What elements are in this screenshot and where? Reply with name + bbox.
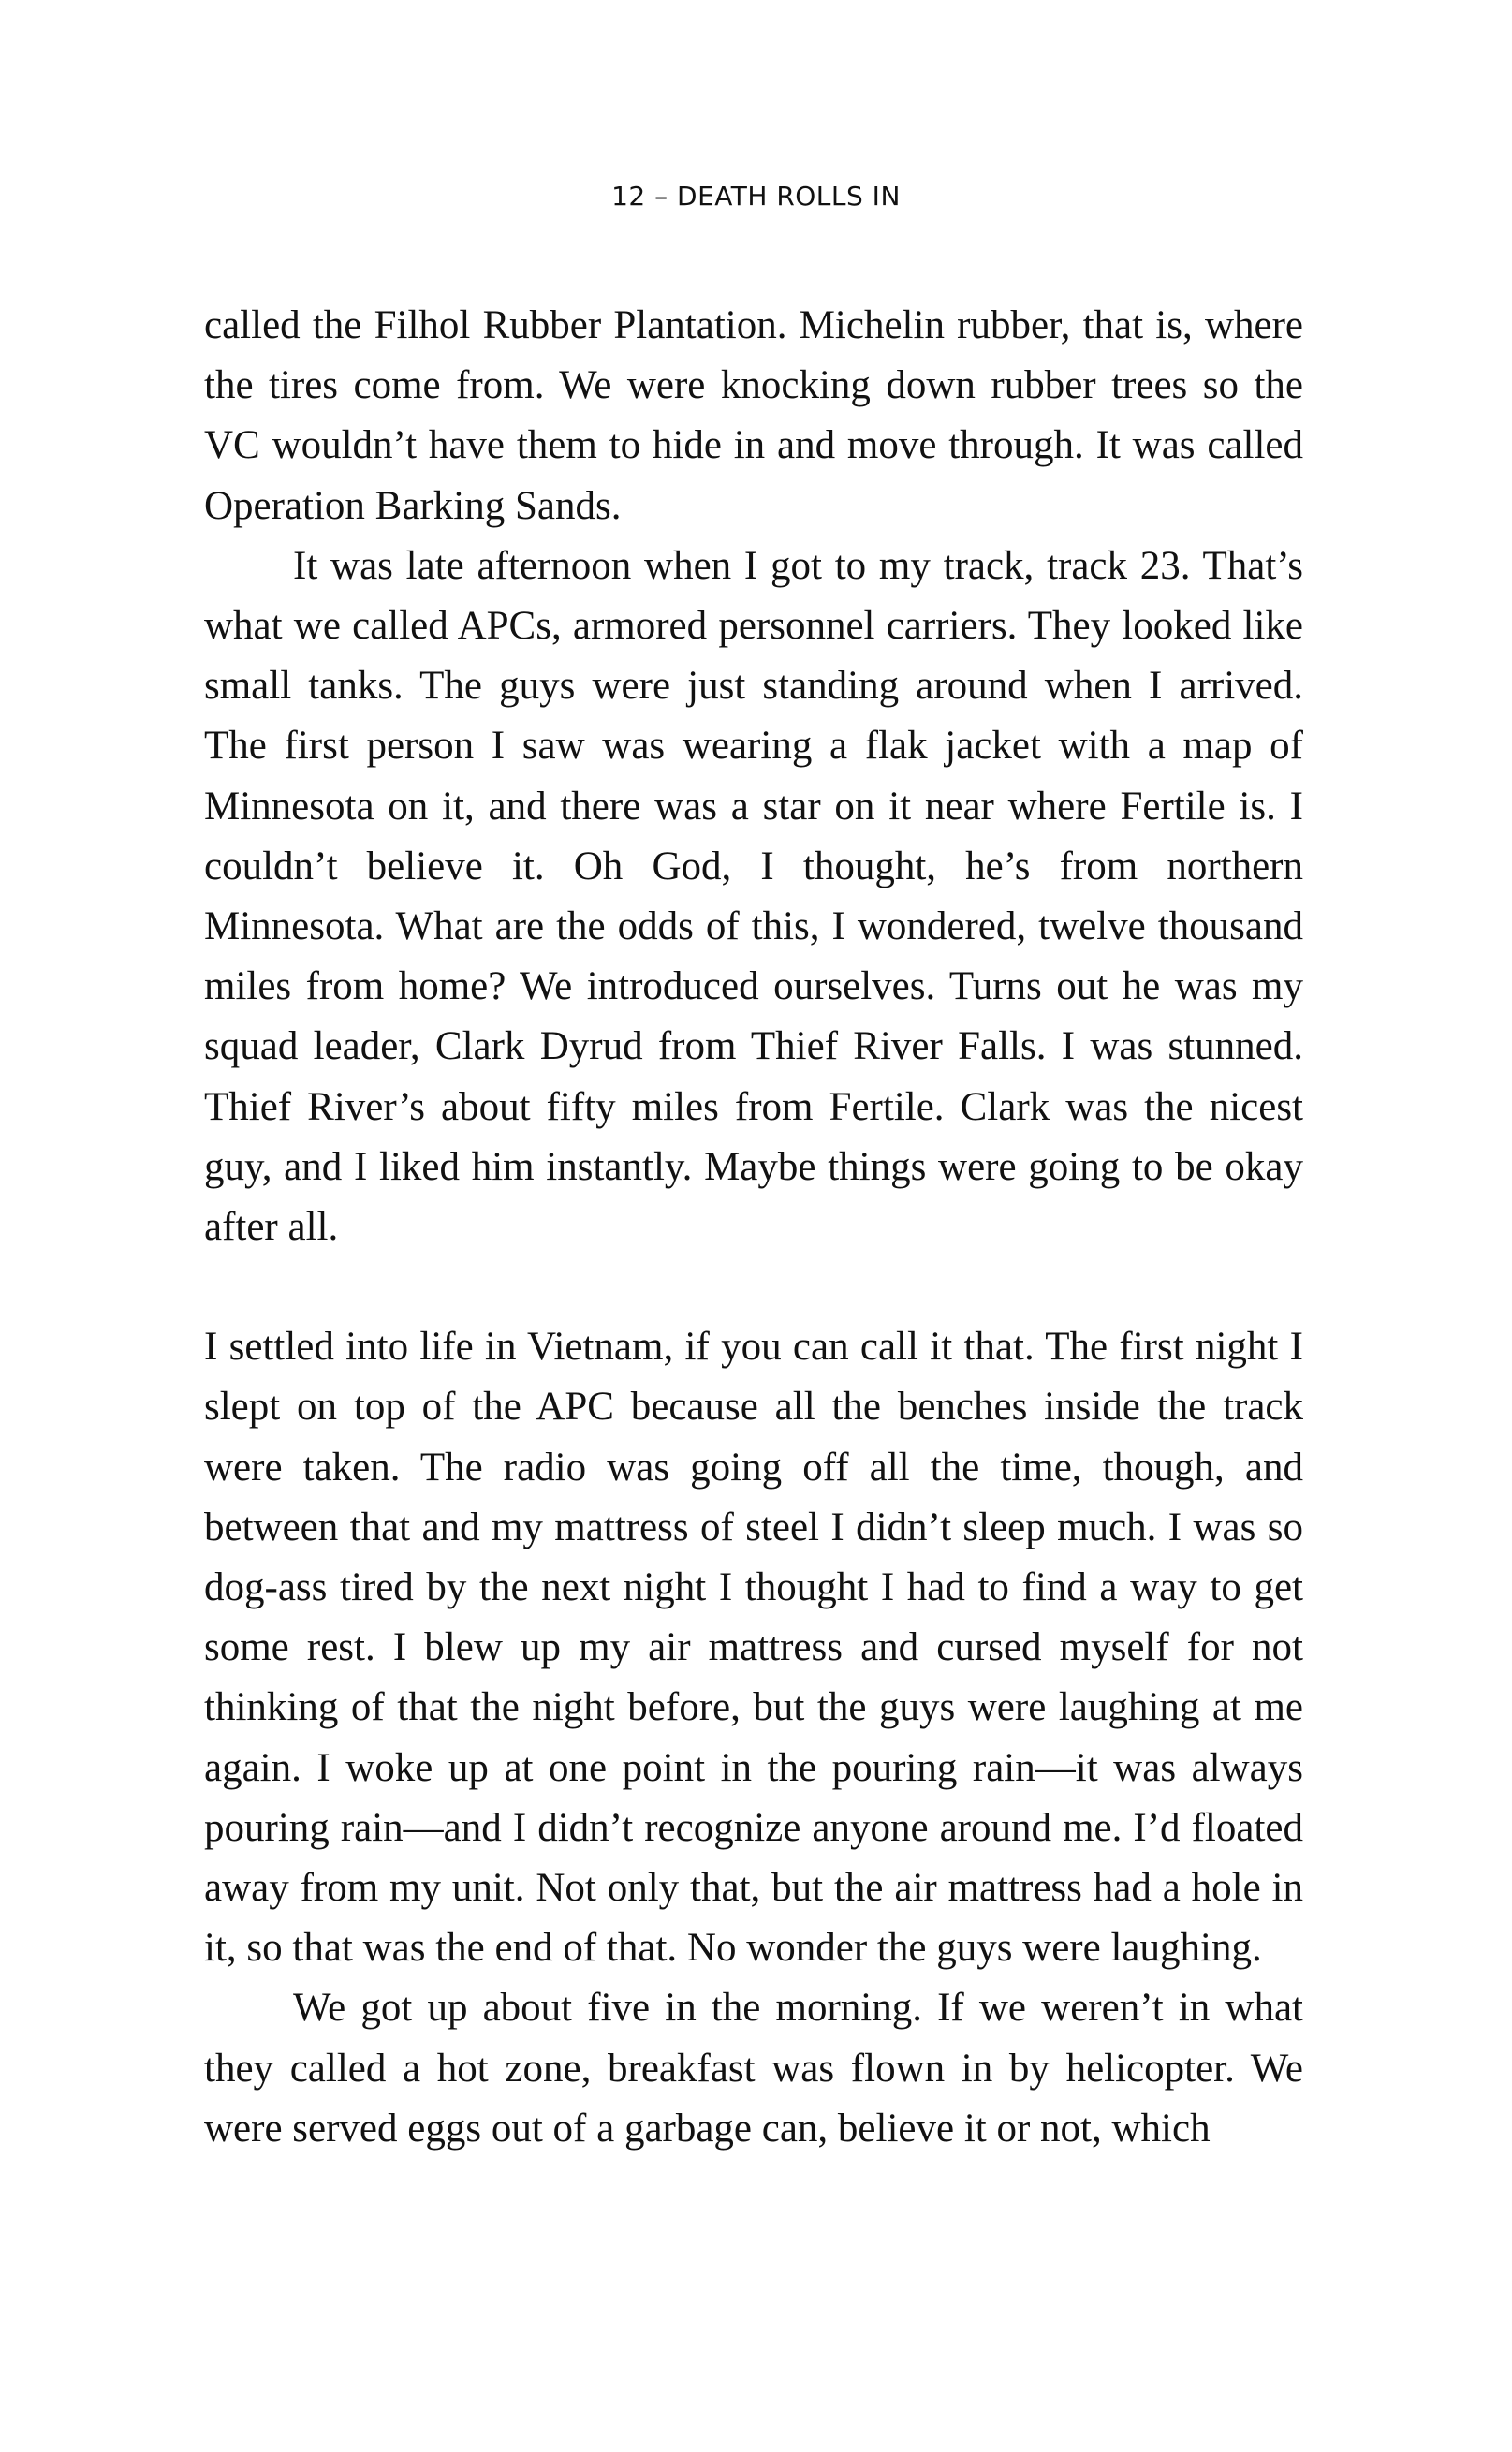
paragraph: It was late afternoon when I got to my track, track 23. That’s what we called APCs, armored personnel carriers. They looked like small tanks. The guys were just standing around when I arrived. The first person I saw was wearing a flak jacket with a map of Minnesota on it, and there was a star on it near where Fertile is. I couldn’t believe it. Oh God, I thought, he’s from northern Minnesota. What are the odds of this, I wondered, twelve thousand miles from home? We introduced ourselves. Turns out he was my squad leader, Clark Dyrud from Thief River Falls. I was stunned. Thief River’s about fifty miles from Fertile. Clark was the nicest guy, and I liked him instantly. Maybe things were going to be okay after all.	[204, 543, 1303, 1250]
running-head: 12 – DEATH ROLLS IN	[611, 181, 901, 212]
body-text	[204, 296, 1303, 2159]
paragraph: We got up about five in the morning. If we weren’t in what they called a hot zone, breakfast was flown in by helicopter. We were served eggs out of a garbage can, believe it or not, which	[204, 1986, 1303, 2151]
paragraph: called the Filhol Rubber Plantation. Michelin rubber, that is, where the tires come from. We were knocking down rubber trees so the VC wouldn’t have them to hide in and move through. It was called Operation Barking Sands.	[204, 303, 1303, 528]
paragraph: I settled into life in Vietnam, if you can call it that. The first night I slept on top of the APC because all the benches inside the track were taken. The radio was going off all the time, though, and between that and my mattress of steel I didn’t sleep much. I was so dog-ass tired by the next night I thought I had to find a way to get some rest. I blew up my air mattress and cursed myself for not thinking of that the night before, but the guys were laughing at me again. I woke up at one point in the pouring rain—it was always pouring rain—and I didn’t recognize anyone around me. I’d floated away from my unit. Not only that, but the air mattress had a hole in it, so that was the end of that. No wonder the guys were laughing.	[204, 1325, 1303, 1971]
